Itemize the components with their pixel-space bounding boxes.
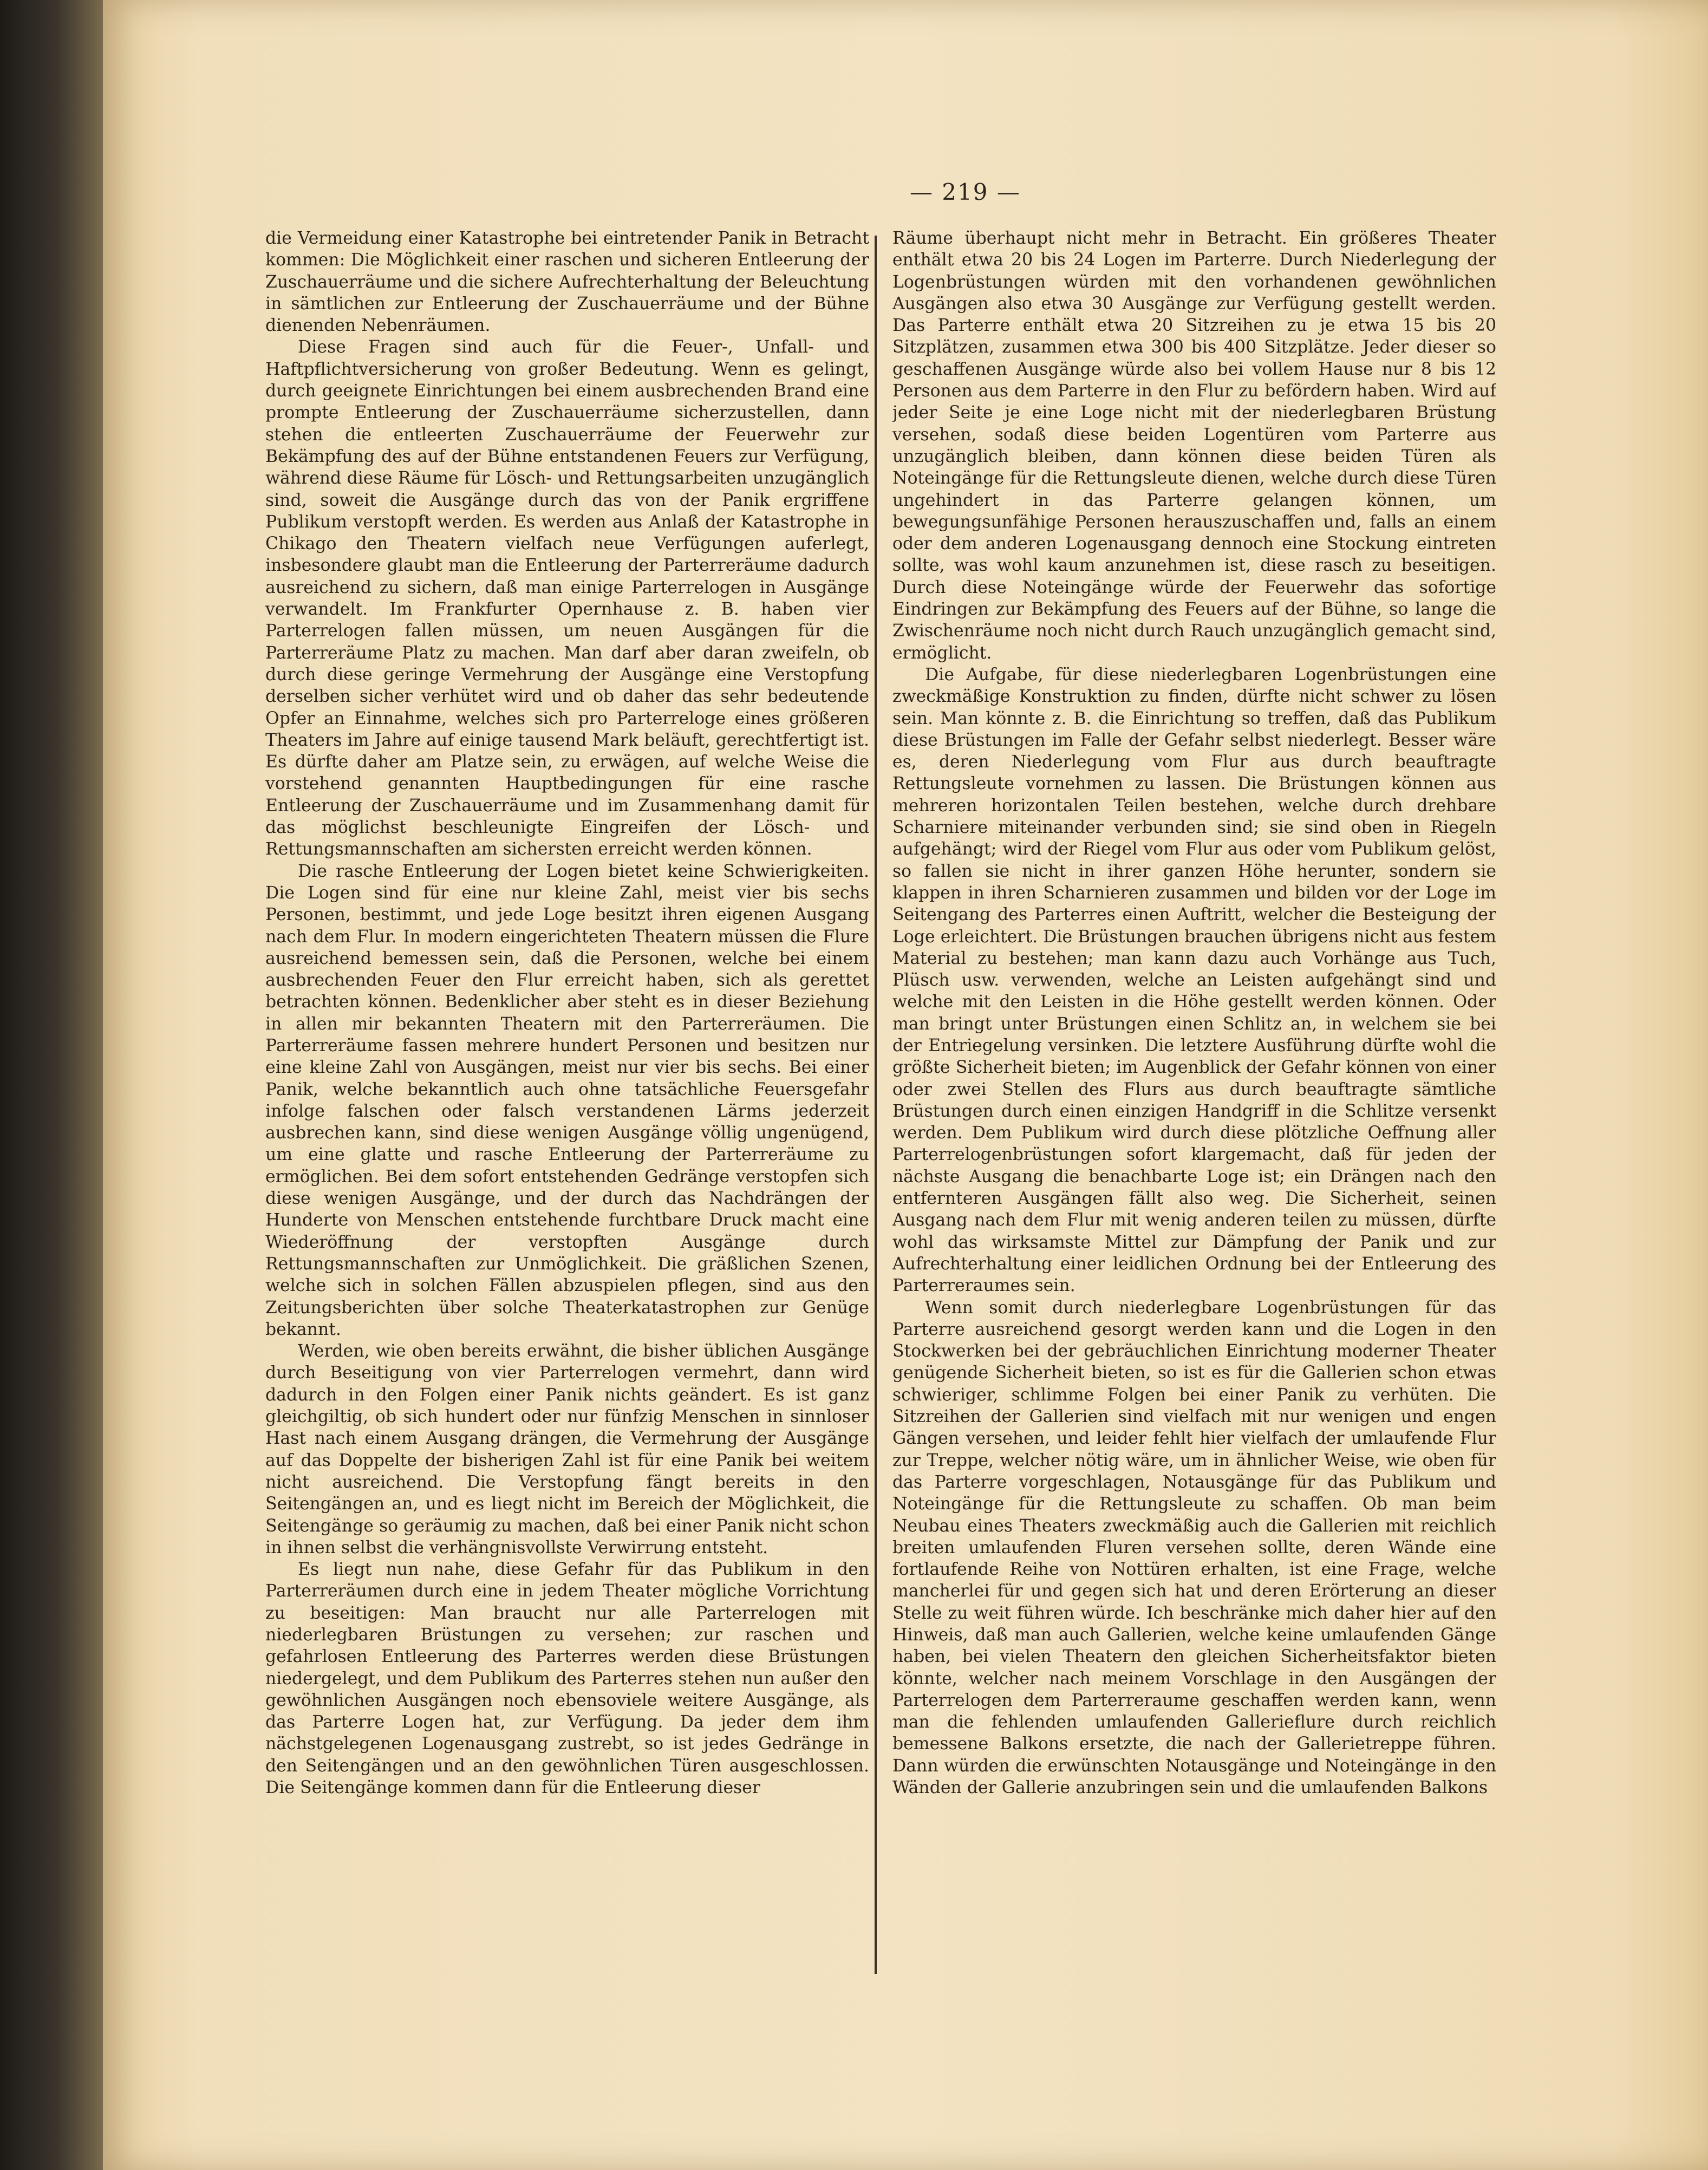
paragraph: Werden, wie oben bereits erwähnt, die bisher üblichen Ausgänge durch Beseitigung von vier Parterrelogen vermehrt, dann wird dadurch in den Folgen einer Panik nichts geändert. Es ist ganz gleichgiltig, ob sich hundert oder nur fünfzig Menschen in sinnloser Hast nach einem Ausgang drängen, die Vermehrung der Ausgänge auf das Doppelte der bisherigen Zahl ist für eine Panik bei weitem nicht ausreichend. Die Verstopfung fängt bereits in den Seitengängen an, und es liegt nicht im Bereich der Möglichkeit, die Seitengänge so geräumig zu machen, daß bei einer Panik nicht schon in ihnen selbst die verhängnisvollste Verwirrung entsteht.: [265, 1341, 869, 1558]
paragraph: die Vermeidung einer Katastrophe bei eintretender Panik in Betracht kommen: Die Möglichkeit einer raschen und sicheren Entleerung der Zuschauerräume und die sichere Aufrechterhaltung der Beleuchtung in sämtlichen zur Entleerung der Zuschauerräume und der Bühne dienenden Nebenräumen.: [265, 229, 869, 336]
paragraph: Wenn somit durch niederlegbare Logenbrüstungen für das Parterre ausreichend gesorgt werden kann und die Logen in den Stockwerken bei der gebräuchlichen Einrichtung moderner Theater genügende Sicherheit bieten, so ist es für die Gallerien schon etwas schwieriger, schlimme Folgen bei einer Panik zu verhüten. Die Sitzreihen der Gallerien sind vielfach mit nur wenigen und engen Gängen versehen, und leider fehlt hier vielfach der umlaufende Flur zur Treppe, welcher nötig wäre, um in ähnlicher Weise, wie oben für das Parterre vorgeschlagen, Notausgänge für das Publikum und Noteingänge für die Rettungsleute zu schaffen. Ob man beim Neubau eines Theaters zweckmäßig auch die Gallerien mit reichlich breiten umlaufenden Fluren versehen sollte, deren Wände eine fortlaufende Reihe von Nottüren erhalten, ist eine Frage, welche mancherlei für und gegen sich hat und deren Erörterung an dieser Stelle zu weit führen würde. Ich beschränke mich daher hier auf den Hinweis, daß man auch Gallerien, welche keine umlaufenden Gänge haben, bei vielen Theatern den gleichen Sicherheitsfaktor bieten könnte, welcher nach meinem Vorschlage in den Ausgängen der Parterrelogen dem Parterreraume geschaffen werden kann, wenn man die fehlenden umlaufenden Gallerieflure durch reichlich bemessene Balkons ersetzte, die nach der Gallerietreppe führen. Dann würden die erwünschten Notausgänge und Noteingänge in den Wänden der Gallerie anzubringen sein und die umlaufenden Balkons: [892, 1298, 1496, 1798]
paragraph: Die Aufgabe, für diese niederlegbaren Logenbrüstungen eine zweckmäßige Konstruktion zu finden, dürfte nicht schwer zu lösen sein. Man könnte z. B. die Einrichtung so treffen, daß das Publikum diese Brüstungen im Falle der Gefahr selbst niederlegt. Besser wäre es, deren Niederlegung vom Flur aus durch beauftragte Rettungsleute vornehmen zu lassen. Die Brüstungen können aus mehreren horizontalen Teilen bestehen, welche durch drehbare Scharniere miteinander verbunden sind; sie sind oben in Riegeln aufgehängt; wird der Riegel vom Flur aus oder vom Publikum gelöst, so fallen sie nicht in ihrer ganzen Höhe herunter, sondern sie klappen in ihren Scharnieren zusammen und bilden vor der Loge im Seitengang des Parterres einen Auftritt, welcher die Besteigung der Loge erleichtert. Die Brüstungen brauchen übrigens nicht aus festem Material zu bestehen; man kann dazu auch Vorhänge aus Tuch, Plüsch usw. verwenden, welche an Leisten aufgehängt sind und welche mit den Leisten in die Höhe gestellt werden können. Oder man bringt unter Brüstungen einen Schlitz an, in welchem sie bei der Entriegelung versinken. Die letztere Ausführung dürfte wohl die größte Sicherheit bieten; im Augenblick der Gefahr können von einer oder zwei Stellen des Flurs aus durch beauftragte sämtliche Brüstungen durch einen einzigen Handgriff in die Schlitze versenkt werden. Dem Publikum wird durch diese plötzliche Oeffnung aller Parterrelogenbrüstungen sofort klargemacht, daß für jeden der nächste Ausgang die benachbarte Loge ist; ein Drängen nach den entfernteren Ausgängen fällt also weg. Die Sicherheit, seinen Ausgang nach dem Flur mit wenig anderen teilen zu müssen, dürfte wohl das wirksamste Mittel zur Dämpfung der Panik und zur Aufrechterhaltung einer leidlichen Ordnung bei der Entleerung des Parterreraumes sein.: [892, 664, 1496, 1296]
paragraph: Es liegt nun nahe, diese Gefahr für das Publikum in den Parterreräumen durch eine in jedem Theater mögliche Vorrichtung zu beseitigen: Man braucht nur alle Parterrelogen mit niederlegbaren Brüstungen zu versehen; zur raschen und gefahrlosen Entleerung des Parterres werden diese Brüstungen niedergelegt, und dem Publikum des Parterres stehen nun außer den gewöhnlichen Ausgängen noch ebensoviele weitere Ausgänge, als das Parterre Logen hat, zur Verfügung. Da jeder dem ihm nächstgelegenen Logenausgang zustrebt, so ist jedes Gedränge in den Seitengängen und an den gewöhnlichen Türen ausgeschlossen. Die Seitengänge kommen dann für die Entleerung dieser: [265, 1560, 869, 1798]
paragraph: Räume überhaupt nicht mehr in Betracht. Ein größeres Theater enthält etwa 20 bis 24 Logen im Parterre. Durch Niederlegung der Logenbrüstungen würden mit den vorhandenen gewöhnlichen Ausgängen also etwa 30 Ausgänge zur Verfügung gestellt werden. Das Parterre enthält etwa 20 Sitzreihen zu je etwa 15 bis 20 Sitzplätzen, zusammen etwa 300 bis 400 Sitzplätze. Jeder dieser so geschaffenen Ausgänge würde also bei vollem Hause nur 8 bis 12 Personen aus dem Parterre in den Flur zu befördern haben. Wird auf jeder Seite je eine Loge nicht mit der niederlegbaren Brüstung versehen, sodaß diese beiden Logentüren vom Parterre aus unzugänglich bleiben, dann können diese beiden Türen als Noteingänge für die Rettungsleute dienen, welche durch diese Türen ungehindert in das Parterre gelangen können, um bewegungsunfähige Personen herauszuschaffen und, falls an einem oder dem anderen Logenausgang dennoch eine Stockung eintreten sollte, was wohl kaum anzunehmen ist, diese rasch zu beseitigen. Durch diese Noteingänge würde der Feuerwehr das sofortige Eindringen zur Bekämpfung des Feuers auf der Bühne, so lange die Zwischenräume noch nicht durch Rauch unzugänglich gemacht sind, ermöglicht.: [892, 229, 1496, 663]
paragraph: Die rasche Entleerung der Logen bietet keine Schwierigkeiten. Die Logen sind für eine nur kleine Zahl, meist vier bis sechs Personen, bestimmt, und jede Loge besitzt ihren eigenen Ausgang nach dem Flur. In modern eingerichteten Theatern müssen die Flure ausreichend bemessen sein, daß die Personen, welche bei einem ausbrechenden Feuer den Flur erreicht haben, sich als gerettet betrachten können. Bedenklicher aber steht es in dieser Beziehung in allen mir bekannten Theatern mit den Parterreräumen. Die Parterreräume fassen mehrere hundert Personen und besitzen nur eine kleine Zahl von Ausgängen, meist nur vier bis sechs. Bei einer Panik, welche bekanntlich auch ohne tatsächliche Feuersgefahr infolge falschen oder falsch verstandenen Lärms jederzeit ausbrechen kann, sind diese wenigen Ausgänge völlig ungenügend, um eine glatte und rasche Entleerung der Parterreräume zu ermöglichen. Bei dem sofort entstehenden Gedränge verstopfen sich diese wenigen Ausgänge, und der durch das Nachdrängen der Hunderte von Menschen entstehende furchtbare Druck macht eine Wiederöffnung der verstopften Ausgänge durch Rettungsmannschaften zur Unmöglichkeit. Die gräßlichen Szenen, welche sich in solchen Fällen abzuspielen pflegen, sind aus den Zeitungsberichten über solche Theaterkatastrophen zur Genüge bekannt.: [265, 861, 869, 1339]
book-page: [103, 0, 1708, 2170]
paragraph: Diese Fragen sind auch für die Feuer-, Unfall- und Haftpflichtversicherung von großer Bedeutung. Wenn es gelingt, durch geeignete Einrichtungen bei einem ausbrechenden Brand eine prompte Entleerung der Zuschauerräume sicherzustellen, dann stehen die entleerten Zuschauerräume der Feuerwehr zur Bekämpfung des auf der Bühne entstandenen Feuers zur Verfügung, während diese Räume für Lösch- und Rettungsarbeiten unzugänglich sind, soweit die Ausgänge durch das von der Panik ergriffene Publikum verstopft werden. Es werden aus Anlaß der Katastrophe in Chikago den Theatern vielfach neue Verfügungen auferlegt, insbesondere glaubt man die Entleerung der Parterreräume dadurch ausreichend zu sichern, daß man einige Parterrelogen in Ausgänge verwandelt. Im Frankfurter Opernhause z. B. haben vier Parterrelogen fallen müssen, um neuen Ausgängen für die Parterreräume Platz zu machen. Man darf aber daran zweifeln, ob durch diese geringe Vermehrung der Ausgänge eine Verstopfung derselben sicher verhütet wird und ob daher das sehr bedeutende Opfer an Einnahme, welches sich pro Parterreloge eines größeren Theaters im Jahre auf einige tausend Mark beläuft, gerechtfertigt ist. Es dürfte daher am Platze sein, zu erwägen, auf welche Weise die vorstehend genannten Hauptbedingungen für eine rasche Entleerung der Zuschauerräume und im Zusammenhang damit für das möglichst beschleunigte Eingreifen der Lösch- und Rettungsmannschaften am sichersten erreicht werden können.: [265, 337, 869, 859]
text-column-right: [892, 227, 1496, 1966]
text-column-left: [265, 227, 869, 1966]
column-divider: [875, 236, 877, 1974]
book-gutter: [0, 0, 103, 2170]
page-number: — 219 —: [910, 179, 1021, 205]
